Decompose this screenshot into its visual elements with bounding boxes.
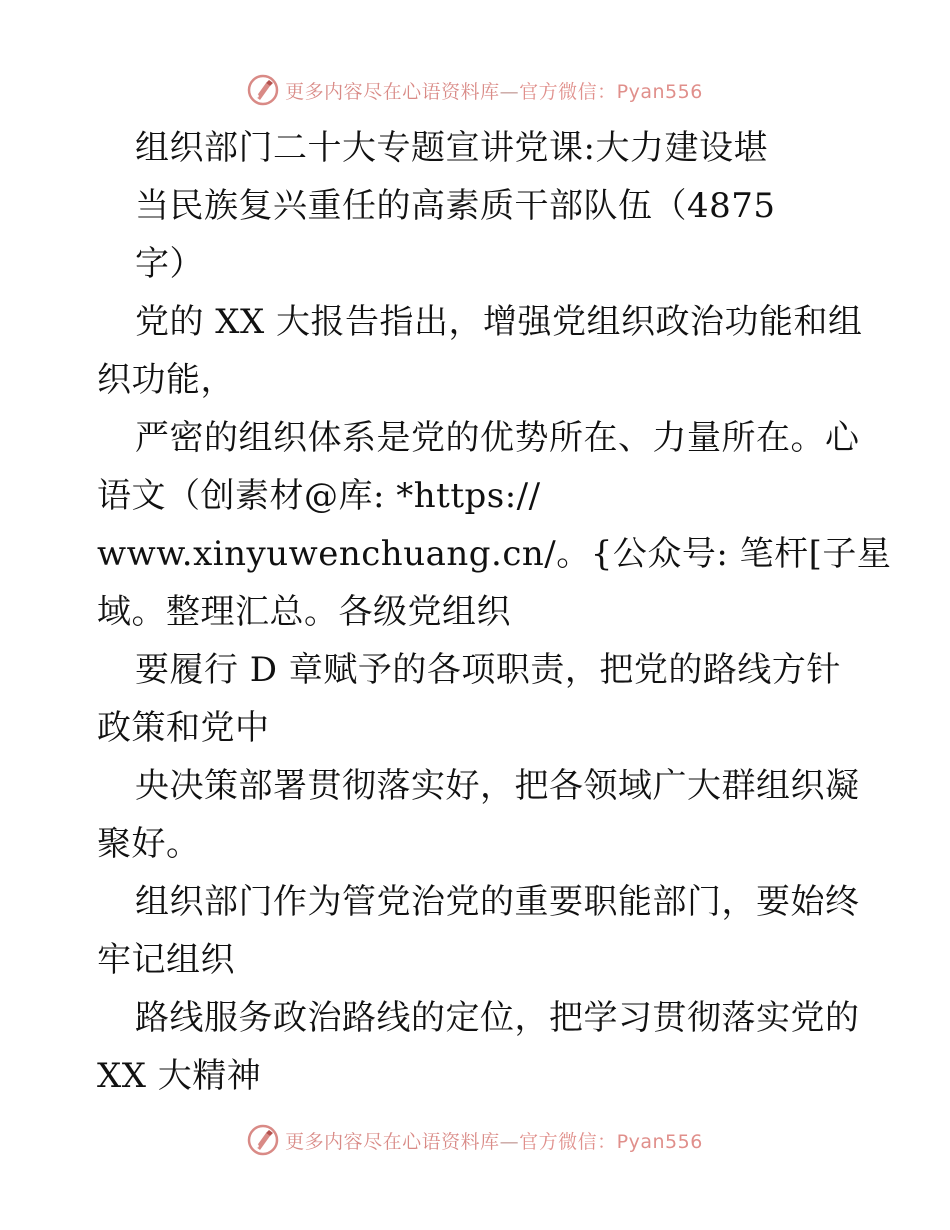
paragraph-line: 牢记组织 <box>97 940 235 980</box>
paragraph-line: 路线服务政治路线的定位，把学习贯彻落实党的 <box>135 998 860 1038</box>
paragraph-line: 要履行 D 章赋予的各项职责，把党的路线方针 <box>135 650 841 690</box>
banner-wechat: 官方微信：Pyan556 <box>519 80 703 103</box>
paragraph-line: 政策和党中 <box>97 708 270 748</box>
footer-banner <box>0 1120 950 1160</box>
paragraph-line: 织功能， <box>97 360 235 400</box>
paragraph-line: 组织部门作为管党治党的重要职能部门，要始终 <box>135 882 860 922</box>
paragraph-line: 严密的组织体系是党的优势所在、力量所在。心 <box>135 418 860 458</box>
paragraph-line: www.xinyuwenchuang.cn/。{公众号: 笔杆[子星 <box>97 534 892 574</box>
paragraph-line: 语文（创素材@库: *https:// <box>97 476 541 516</box>
banner-text <box>285 1127 703 1154</box>
banner-wechat: 官方微信：Pyan556 <box>519 1130 703 1153</box>
banner-lead: 更多内容尽在心语资料库 <box>285 80 500 103</box>
paragraph-line: 聚好。 <box>97 824 201 864</box>
title-line-2: 当民族复兴重任的高素质干部队伍（4875 <box>135 186 776 226</box>
title-line-3: 字） <box>135 244 204 284</box>
paragraph-line: XX 大精神 <box>97 1056 262 1096</box>
banner-lead: 更多内容尽在心语资料库 <box>285 1130 500 1153</box>
pen-nib-circle-icon <box>247 1124 279 1156</box>
paragraph-line: 域。整理汇总。各级党组织 <box>97 592 511 632</box>
banner-separator: — <box>499 1130 520 1153</box>
paragraph-line: 党的 XX 大报告指出，增强党组织政治功能和组 <box>135 302 863 342</box>
banner-separator: — <box>499 80 520 103</box>
paragraph-line: 央决策部署贯彻落实好，把各领域广大群组织凝 <box>135 766 860 806</box>
title-line-1: 组织部门二十大专题宣讲党课:大力建设堪 <box>135 128 768 168</box>
